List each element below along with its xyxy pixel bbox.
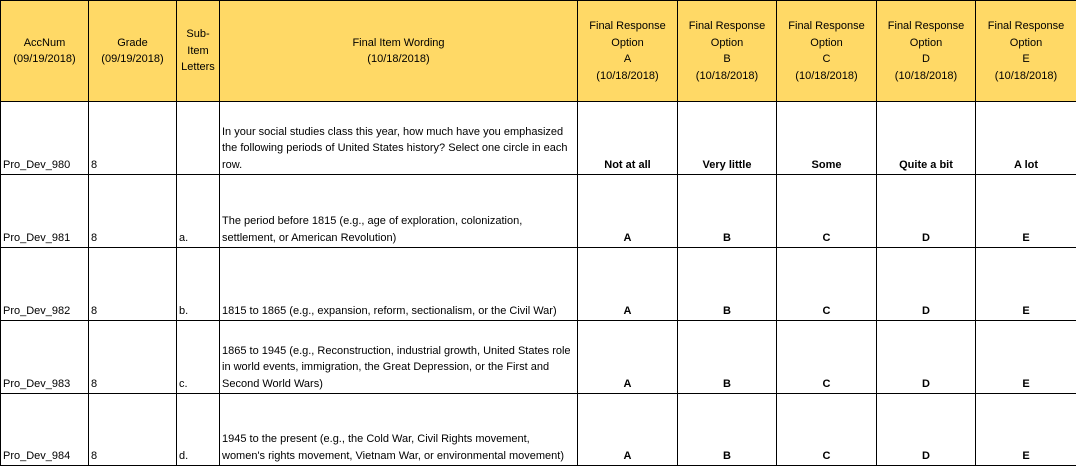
option-a-cell: A xyxy=(578,321,678,394)
header-final-item-wording: Final Item Wording (10/18/2018) xyxy=(220,1,578,102)
sub-item-cell: d. xyxy=(177,394,220,466)
header-option-e: Final Response Option E (10/18/2018) xyxy=(976,1,1076,102)
item-wording-cell: 1815 to 1865 (e.g., expansion, reform, sectionalism, or the Civil War) xyxy=(220,248,578,321)
grade-cell: 8 xyxy=(89,175,177,248)
grade-cell: 8 xyxy=(89,102,177,175)
option-b-cell: B xyxy=(678,394,777,466)
option-d-cell: D xyxy=(877,321,976,394)
item-wording-cell: 1945 to the present (e.g., the Cold War, Civil Rights movement, women's rights movement, Vietnam War, or environmental movement) xyxy=(220,394,578,466)
header-option-a: Final Response Option A (10/18/2018) xyxy=(578,1,678,102)
option-a-cell: A xyxy=(578,394,678,466)
header-option-b: Final Response Option B (10/18/2018) xyxy=(678,1,777,102)
grade-cell: 8 xyxy=(89,248,177,321)
option-d-cell: D xyxy=(877,175,976,248)
option-b-cell: B xyxy=(678,248,777,321)
option-e-cell: E xyxy=(976,394,1076,466)
table-row xyxy=(1,321,1076,394)
header-accnum: AccNum (09/19/2018) xyxy=(1,1,89,102)
accnum-cell: Pro_Dev_980 xyxy=(1,102,89,175)
option-c-cell: Some xyxy=(777,102,877,175)
header-option-d: Final Response Option D (10/18/2018) xyxy=(877,1,976,102)
option-c-cell: C xyxy=(777,248,877,321)
option-e-cell: E xyxy=(976,248,1076,321)
table-row xyxy=(1,248,1076,321)
table-row xyxy=(1,102,1076,175)
option-a-cell: A xyxy=(578,248,678,321)
accnum-cell: Pro_Dev_981 xyxy=(1,175,89,248)
accnum-cell: Pro_Dev_982 xyxy=(1,248,89,321)
header-grade: Grade (09/19/2018) xyxy=(89,1,177,102)
accnum-cell: Pro_Dev_983 xyxy=(1,321,89,394)
option-e-cell: E xyxy=(976,321,1076,394)
option-b-cell: Very little xyxy=(678,102,777,175)
option-d-cell: Quite a bit xyxy=(877,102,976,175)
option-a-cell: A xyxy=(578,175,678,248)
grade-cell: 8 xyxy=(89,321,177,394)
sub-item-cell: c. xyxy=(177,321,220,394)
option-c-cell: C xyxy=(777,394,877,466)
option-a-cell: Not at all xyxy=(578,102,678,175)
option-b-cell: B xyxy=(678,321,777,394)
sub-item-cell: b. xyxy=(177,248,220,321)
option-b-cell: B xyxy=(678,175,777,248)
option-e-cell: E xyxy=(976,175,1076,248)
accnum-cell: Pro_Dev_984 xyxy=(1,394,89,466)
header-option-c: Final Response Option C (10/18/2018) xyxy=(777,1,877,102)
item-wording-cell: In your social studies class this year, how much have you emphasized the following periods of United States history? Select one circle in each row. xyxy=(220,102,578,175)
header-row xyxy=(1,1,1076,102)
sub-item-cell: a. xyxy=(177,175,220,248)
option-c-cell: C xyxy=(777,175,877,248)
option-e-cell: A lot xyxy=(976,102,1076,175)
table-row xyxy=(1,394,1076,466)
option-d-cell: D xyxy=(877,394,976,466)
table-row xyxy=(1,175,1076,248)
option-d-cell: D xyxy=(877,248,976,321)
item-wording-cell: The period before 1815 (e.g., age of exploration, colonization, settlement, or American Revolution) xyxy=(220,175,578,248)
item-wording-cell: 1865 to 1945 (e.g., Reconstruction, industrial growth, United States role in world events, immigration, the Great Depression, or the First and Second World Wars) xyxy=(220,321,578,394)
grade-cell: 8 xyxy=(89,394,177,466)
header-sub-item-letters: Sub- Item Letters xyxy=(177,1,220,102)
sub-item-cell xyxy=(177,102,220,175)
option-c-cell: C xyxy=(777,321,877,394)
